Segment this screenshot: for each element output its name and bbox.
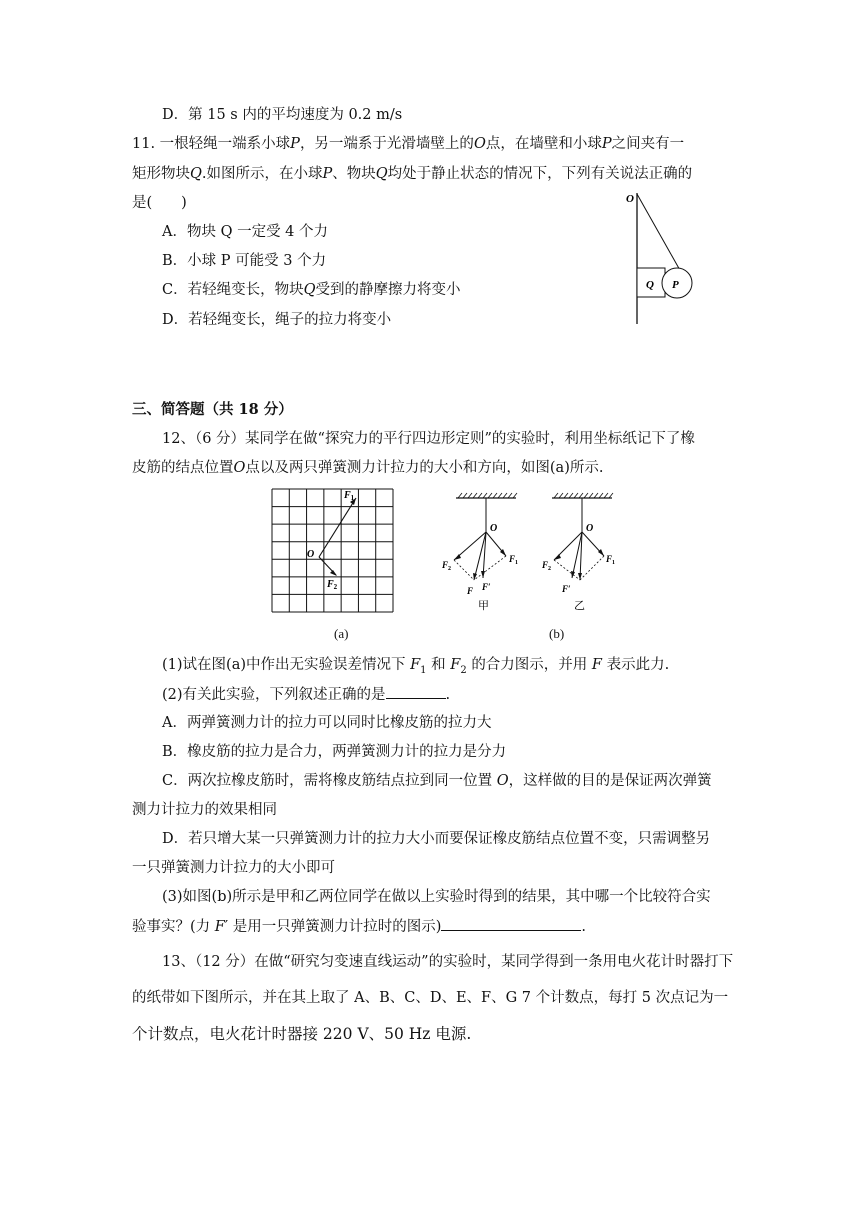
svg-text:F2: $F_2$ xyxy=(442,560,452,572)
caption-b: (b) xyxy=(549,626,565,641)
label-p: P xyxy=(672,279,679,291)
label-q: Q xyxy=(646,279,654,291)
svg-text:O: O xyxy=(490,523,498,534)
grid-paper xyxy=(272,489,393,612)
q11-option-a: A．物块 Q 一定受 4 个力 xyxy=(162,224,329,240)
q12-part3-line1: (3)如图(b)所示是甲和乙两位同学在做以上实验时得到的结果，其中哪一个比较符合实 xyxy=(162,889,711,905)
q11-option-b: B．小球 P 可能受 3 个力 xyxy=(162,253,327,269)
q13-line2: 的纸带如下图所示，并在其上取了 A、B、C、D、E、F、G 7 个计数点，每打 5 次点记为一 xyxy=(132,990,729,1006)
q12-part1: (1)试在图(a)中作出无实验误差情况下 $F_1$ 和 $F_2$ 的合力图示，并用 F 表示此力. xyxy=(162,657,670,676)
caption-a: (a) xyxy=(334,626,349,641)
figure-a xyxy=(270,487,396,615)
svg-text:F′: F′ xyxy=(562,584,571,594)
q13-line1: 13、（12 分）在做“研究匀变速直线运动”的实验时，某同学得到一条用电火花计时器打下 xyxy=(162,954,734,970)
q12-option-a: A．两弹簧测力计的拉力可以同时比橡皮筋的拉力大 xyxy=(162,715,492,731)
q12-part2: (2)有关此实验，下列叙述正确的是 . xyxy=(162,684,450,705)
dashed-2 xyxy=(580,556,604,580)
q12-option-b: B．橡皮筋的拉力是合力，两弹簧测力计的拉力是分力 xyxy=(162,744,507,760)
q12-option-c-line2: 测力计拉力的效果相同 xyxy=(132,802,277,818)
ceiling-hatch xyxy=(554,493,613,498)
section-title: 三、简答题（共 18 分） xyxy=(132,401,293,418)
answer-blank-2[interactable] xyxy=(386,684,446,699)
q12-option-c-line1: C．两次拉橡皮筋时，需将橡皮筋结点拉到同一位置 O，这样做的目的是保证两次弹簧 xyxy=(162,773,712,789)
q11-stem-line3: 是( ) xyxy=(132,195,187,211)
q12-part3-line2: 验事实？(力 F′ 是用一只弹簧测力计拉时的图示) . xyxy=(132,916,586,937)
svg-text:乙: 乙 xyxy=(574,599,585,612)
q11-figure xyxy=(615,188,705,328)
figure-b-jia xyxy=(438,490,538,614)
svg-text:F2: $F_2$ xyxy=(542,560,552,572)
svg-text:F′: F′ xyxy=(482,582,491,592)
answer-blank-3[interactable] xyxy=(441,916,581,931)
rope-line xyxy=(637,194,681,272)
q11-option-c: C．若轻绳变长，物块Q受到的静摩擦力将变小 xyxy=(162,282,461,298)
q11-option-d: D．若轻绳变长，绳子的拉力将变小 xyxy=(162,312,392,328)
ceiling-hatch xyxy=(458,493,517,498)
svg-text:F1: $F_1$ xyxy=(606,554,616,566)
fig-a-f1: $F_1$ xyxy=(344,490,355,502)
svg-text:O: O xyxy=(586,523,594,534)
f2-arrowhead xyxy=(330,570,337,576)
label-o: O xyxy=(626,193,634,205)
dashed-1 xyxy=(454,560,474,580)
fig-a-o: O xyxy=(307,549,315,560)
q12-option-d-line1: D．若只增大某一只弹簧测力计的拉力大小而要保证橡皮筋结点位置不变，只需调整另 xyxy=(162,831,711,847)
q11-stem-line2: 矩形物块Q.如图所示，在小球P、物块Q均处于静止状态的情况下，下列有关说法正确的 xyxy=(132,166,693,182)
q13-line3: 个计数点，电火花计时器接 220 V、50 Hz 电源. xyxy=(132,1025,472,1043)
q12-intro-line2: 皮筋的结点位置O点以及两只弹簧测力计拉力的大小和方向，如图(a)所示. xyxy=(132,460,604,476)
figure-b-yi xyxy=(538,490,638,614)
q11-stem-line1: 11. 一根轻绳一端系小球P，另一端系于光滑墙壁上的O点，在墙壁和小球P之间夹有一 xyxy=(132,136,685,152)
q12-option-d-line2: 一只弹簧测力计拉力的大小即可 xyxy=(132,860,335,876)
fig-a-f2: $F_2$ xyxy=(327,579,338,591)
svg-text:F: F xyxy=(467,586,474,596)
dashed-1 xyxy=(554,560,580,580)
svg-text:F1: $F_1$ xyxy=(509,554,519,566)
q12-intro-line1: 12、（6 分）某同学在做“探究力的平行四边形定则”的实验时，利用坐标纸记下了橡 xyxy=(162,431,695,447)
svg-text:甲: 甲 xyxy=(478,599,489,612)
q10-option-d: D．第 15 s 内的平均速度为 0.2 m/s xyxy=(162,107,403,123)
